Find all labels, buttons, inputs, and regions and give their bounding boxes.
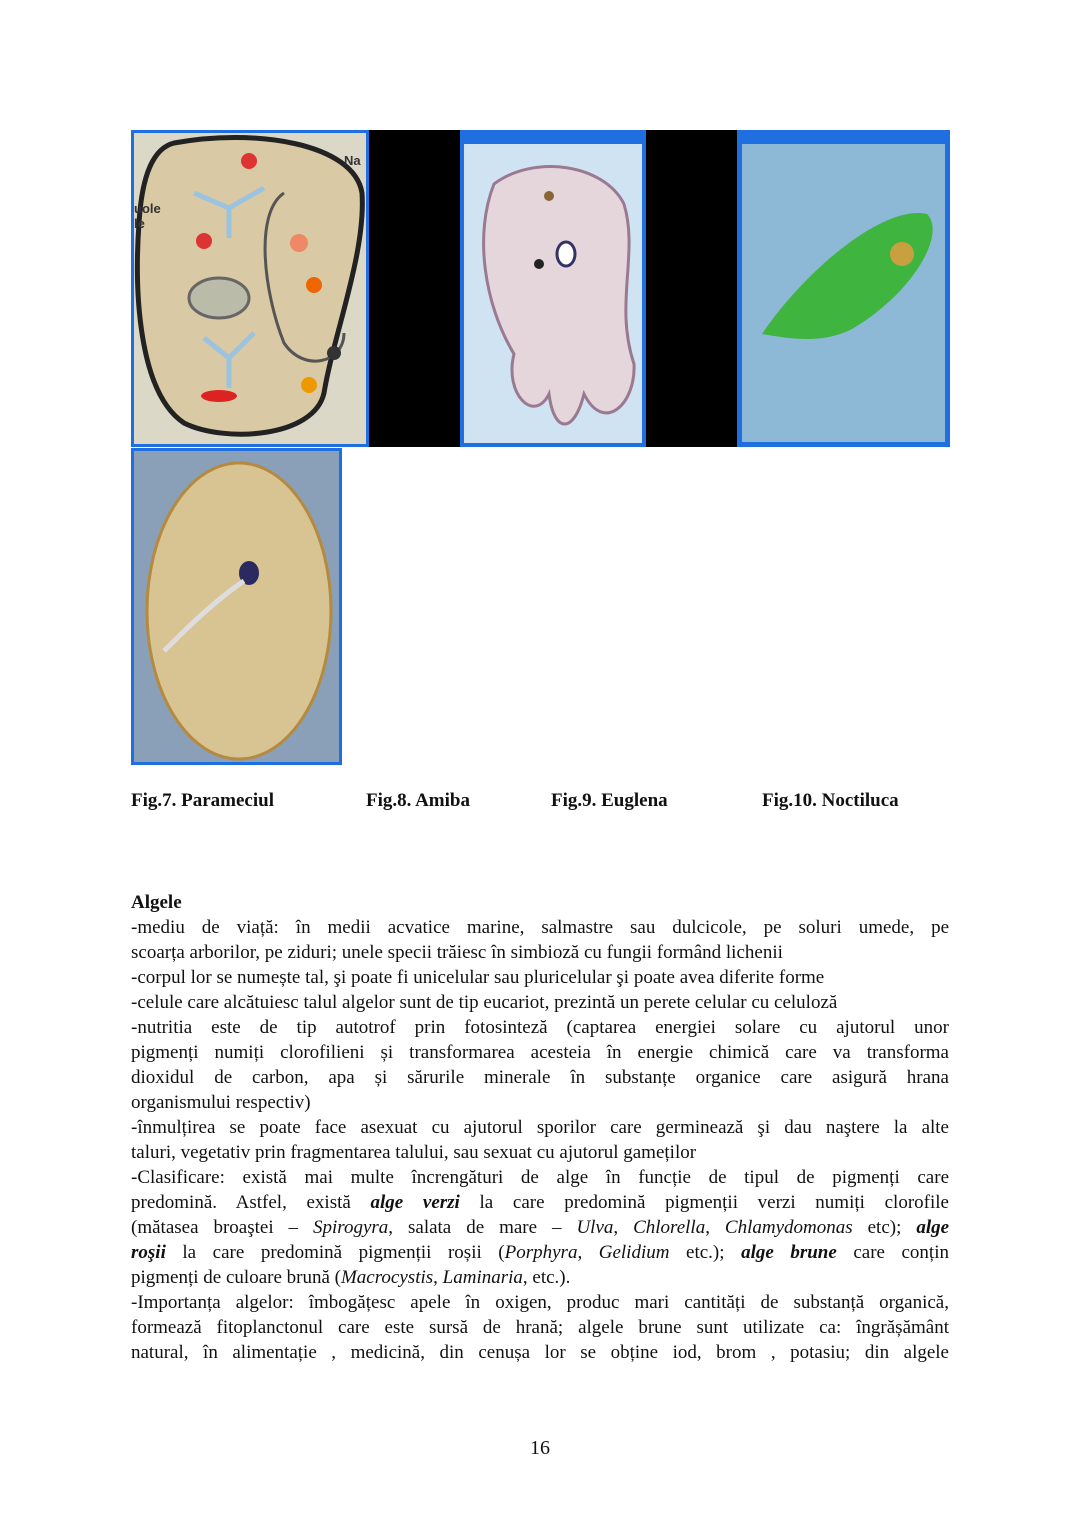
algae-section [131,890,949,1365]
text-segment: predomină. Astfel, există [131,1192,371,1213]
figure-caption: Fig.10. Noctiluca [762,790,899,811]
figure-label: le [134,216,145,231]
text-line [131,1140,949,1165]
text-segment: alge brune [741,1242,837,1263]
text-segment: (mătasea broaştei – [131,1217,313,1238]
text-segment: Porphyra [504,1242,578,1263]
figure-label: Na [344,153,361,168]
text-segment: , [577,1242,599,1263]
figure-label: uole [134,201,161,216]
text-line [131,1115,949,1140]
text-segment: -nutritia este de tip autotrof prin fotosinteză (captarea energiei solare cu ajutorul unor [131,1017,949,1038]
text-segment: Chlorella [633,1217,706,1238]
text-segment: la care predomină pigmenții roșii ( [165,1242,505,1263]
text-line [131,940,949,965]
text-segment: alge verzi [370,1192,460,1213]
text-segment: -corpul lor se numește tal, şi poate fi unicelular sau pluricelular şi poate avea diferite forme [131,967,825,988]
text-segment: scoarța arborilor, pe ziduri; unele specii trăiesc în simbioză cu fungii formând lichenii [131,942,783,963]
section-heading [131,890,949,915]
text-segment: , [705,1217,725,1238]
text-segment: -mediu de viață: în medii acvatice marine, salmastre sau dulcicole, pe soluri umede, pe [131,917,949,938]
text-segment: pigmenți numiți clorofilieni și transformarea acesteia în energie chimică care va transforma [131,1042,949,1063]
text-segment: etc.); [669,1242,742,1263]
text-segment: la care predomină pigmenții verzi numiți clorofile [459,1192,949,1213]
text-line [131,990,949,1015]
text-segment: , salata de mare – [388,1217,577,1238]
text-segment: Laminaria [442,1267,523,1288]
text-segment: alge [916,1217,950,1238]
figure-spacer [643,130,739,447]
text-segment: taluri, vegetativ prin fragmentarea talului, sau sexuat cu ajutorul gameților [131,1142,697,1163]
figure-spacer [366,130,462,447]
text-segment: -celule care alcătuiesc talul algelor sunt de tip eucariot, prezintă un perete celular cu celuloză [131,992,838,1013]
text-segment: etc); [852,1217,917,1238]
text-segment: organismului respectiv) [131,1092,311,1113]
euglena-image [737,130,950,447]
noctiluca-image [131,448,342,765]
text-line [131,1340,949,1365]
text-segment: , [433,1267,443,1288]
text-line [131,915,949,940]
text-segment: Algele [131,892,182,913]
text-segment: Gelidium [598,1242,670,1263]
figure-caption: Fig.8. Amiba [366,790,470,811]
text-line [131,1290,949,1315]
text-line [131,1090,949,1115]
text-segment: dioxidul de carbon, apa și sărurile minerale în substanțe organice care asigură hrana [131,1067,949,1088]
text-segment: formează fitoplanctonul care este sursă de hrană; algele brune sunt utilizate ca: îngrășământ [131,1317,949,1338]
text-segment: Spirogyra [313,1217,389,1238]
text-line [131,1015,949,1040]
text-segment: roşii [131,1242,166,1263]
text-line [131,965,949,990]
text-segment: Chlamydomonas [724,1217,853,1238]
text-segment: Macrocystis [340,1267,434,1288]
text-line [131,1240,949,1265]
amoeba-image [460,130,646,447]
text-line [131,1040,949,1065]
paramecium-image [131,130,369,447]
text-segment: -înmulțirea se poate face asexuat cu ajutorul sporilor care germinează şi dau naştere la alte [131,1117,949,1138]
text-segment: -Importanța algelor: îmbogățesc apele în oxigen, produc mari cantități de substanță organică, [131,1292,949,1313]
text-line [131,1065,949,1090]
text-line [131,1190,949,1215]
page-number: 16 [530,1437,550,1459]
text-segment: , etc.). [522,1267,571,1288]
text-line [131,1315,949,1340]
text-line [131,1215,949,1240]
text-line [131,1165,949,1190]
text-segment: care conțin [836,1242,949,1263]
text-segment: , [613,1217,634,1238]
text-segment: Ulva [576,1217,614,1238]
figure-caption: Fig.7. Parameciul [131,790,274,811]
figure-caption: Fig.9. Euglena [551,790,668,811]
text-segment: pigmenți de culoare brună ( [131,1267,341,1288]
text-segment: -Clasificare: există mai multe încrengături de alge în funcție de tipul de pigmenți care [131,1167,949,1188]
text-line [131,1265,949,1290]
text-segment: natural, în alimentație , medicină, din cenușa lor se obține iod, brom , potasiu; din algele [131,1342,949,1363]
